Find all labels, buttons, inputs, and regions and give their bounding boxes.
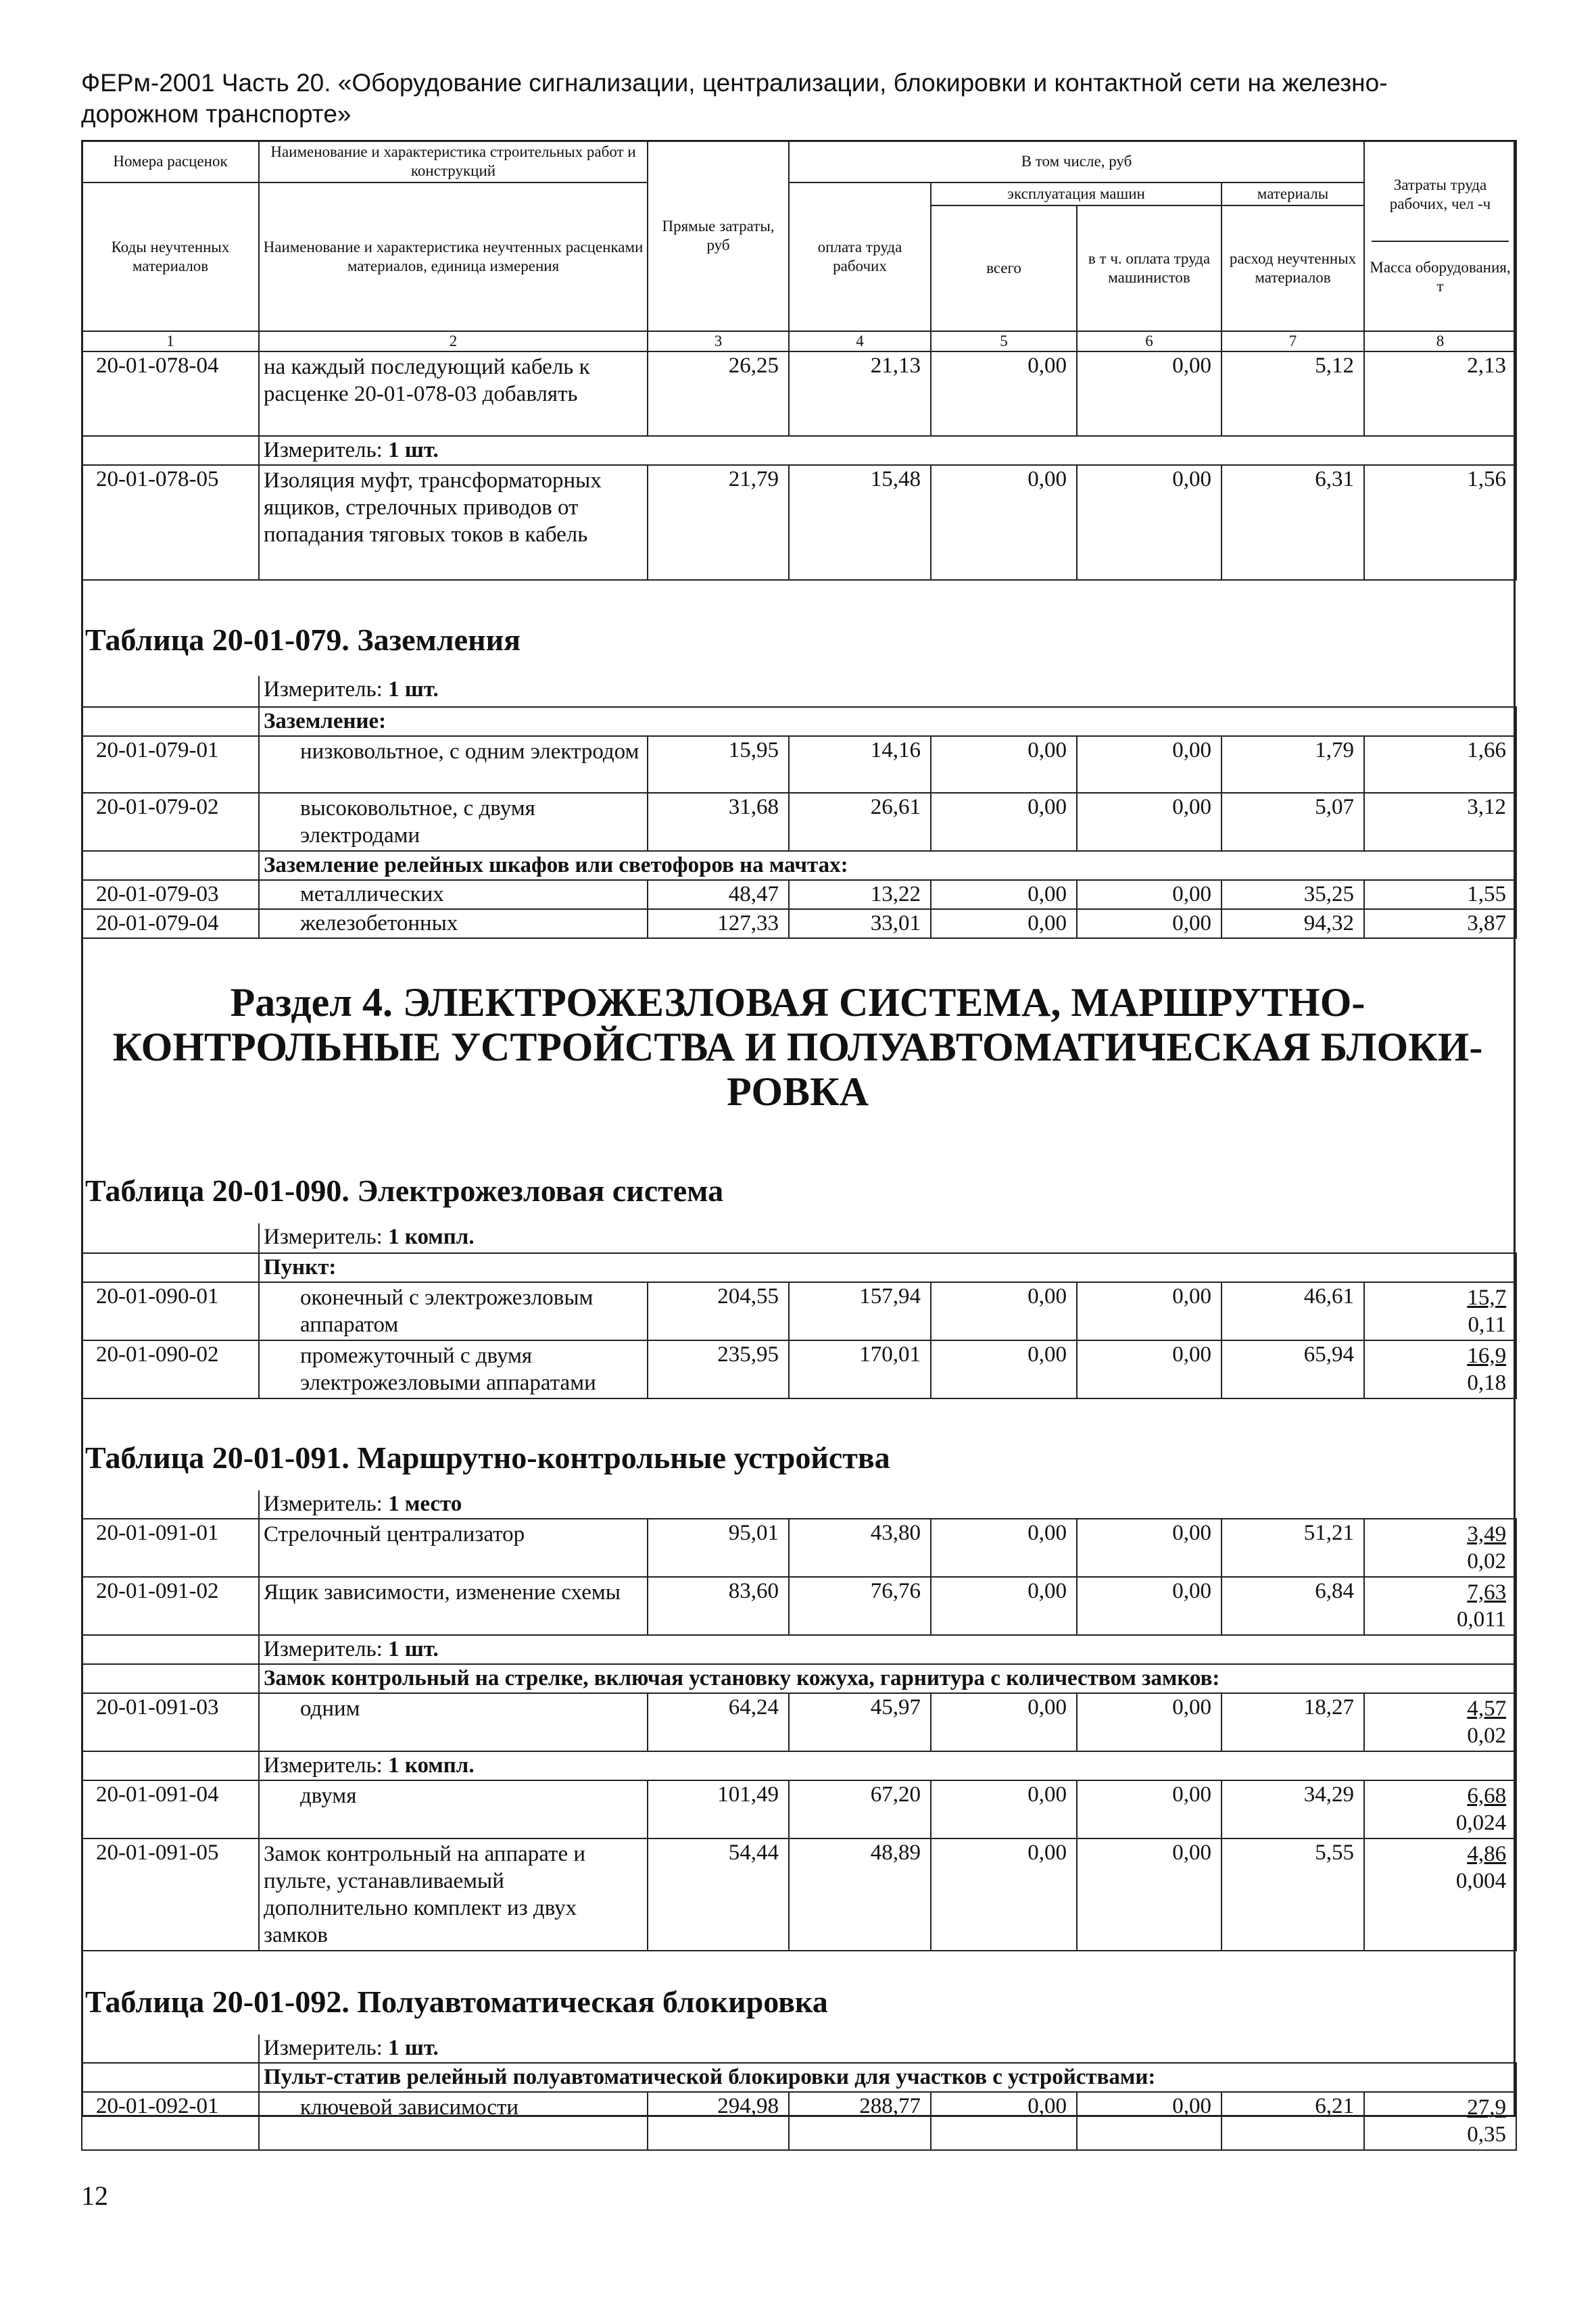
- unit-value: 1 шт.: [388, 2036, 439, 2060]
- table-092: [81, 2034, 1517, 2151]
- rate-name: оконечный с электрожезловым аппаратом: [259, 1282, 648, 1340]
- table-row: [82, 1780, 1516, 1838]
- labor-and-mass: [1364, 2092, 1516, 2150]
- direct-costs: 26,25: [648, 351, 789, 436]
- labor-and-mass: [1364, 1519, 1516, 1577]
- machines-total: 0,00: [931, 1838, 1077, 1951]
- empty-cell: [82, 1490, 259, 1519]
- unit-label: Измеритель:: [264, 438, 383, 462]
- equipment-mass: 0,02: [1467, 1549, 1507, 1574]
- group-heading: Пункт:: [259, 1253, 1516, 1282]
- equipment-mass: 0,11: [1468, 1313, 1507, 1337]
- equipment-mass: 0,35: [1467, 2122, 1507, 2147]
- rate-name: Ящик зависимости, изменение схемы: [259, 1577, 648, 1635]
- direct-costs: 235,95: [648, 1340, 789, 1398]
- rate-code: 20-01-078-04: [82, 351, 259, 436]
- materials: 65,94: [1222, 1340, 1364, 1398]
- empty-cell: [82, 1635, 259, 1664]
- table-row: [82, 736, 1516, 793]
- document-header: [81, 68, 1514, 130]
- materials: 94,32: [1222, 909, 1364, 938]
- machines-total: 0,00: [931, 1780, 1077, 1838]
- empty-cell: [82, 851, 259, 880]
- col-header-including: В том числе, руб: [789, 141, 1364, 182]
- col-header-materials: материалы: [1222, 182, 1364, 205]
- machines-total: 0,00: [931, 1519, 1077, 1577]
- col-header-codes: Коды неучтенных материалов: [82, 182, 259, 331]
- col-header-material-name: Наименование и характеристика неучтенных расценками материалов, единица измерения: [259, 182, 648, 331]
- group-heading: Замок контрольный на стрелке, включая установку кожуха, гарнитура с количеством замков:: [259, 1664, 1516, 1693]
- section-heading-line-3: РОВКА: [727, 1069, 869, 1114]
- materials: 46,61: [1222, 1282, 1364, 1340]
- labor-and-mass: [1364, 1693, 1516, 1751]
- machinists-wages: 0,00: [1077, 1693, 1222, 1751]
- col-header-machines: эксплуатация машин: [931, 182, 1222, 205]
- col-header-mass: Масса оборудования, т: [1370, 259, 1511, 295]
- wages: 157,94: [789, 1282, 931, 1340]
- table-row: [82, 880, 1516, 909]
- empty-cell: [82, 676, 259, 707]
- unit-label: Измеритель:: [264, 1225, 383, 1249]
- wages: 14,16: [789, 736, 931, 793]
- table-090-title: Таблица 20-01-090. Электрожезловая система: [85, 1173, 724, 1208]
- machines-total: 0,00: [931, 1340, 1077, 1398]
- rate-name: ключевой зависимости: [259, 2092, 648, 2150]
- col-number-5: 5: [931, 331, 1077, 351]
- materials: 5,55: [1222, 1838, 1364, 1951]
- direct-costs: 21,79: [648, 465, 789, 580]
- table-row: [82, 1340, 1516, 1398]
- table-row: [82, 351, 1516, 436]
- equipment-mass: 0,011: [1457, 1607, 1507, 1632]
- machines-total: 0,00: [931, 1282, 1077, 1340]
- wages: 288,77: [789, 2092, 931, 2150]
- col-number-4: 4: [789, 331, 931, 351]
- labor-costs: 6,68: [1467, 1784, 1507, 1808]
- machines-total: 0,00: [931, 736, 1077, 793]
- table-row: [82, 465, 1516, 580]
- unit-of-measure: [259, 1490, 1516, 1519]
- rate-name: высоковольтное, с двумя электродами: [259, 793, 648, 851]
- direct-costs: 83,60: [648, 1577, 789, 1635]
- empty-cell: [82, 1751, 259, 1780]
- table-091: [81, 1490, 1517, 1951]
- rate-name: одним: [259, 1693, 648, 1751]
- unit-value: 1 компл.: [388, 1225, 475, 1249]
- unit-of-measure: [259, 2034, 1516, 2063]
- machinists-wages: 0,00: [1077, 1780, 1222, 1838]
- labor-and-mass: [1364, 1577, 1516, 1635]
- labor-costs: 3,12: [1364, 793, 1516, 851]
- unit-of-measure: [259, 436, 1516, 465]
- section-heading-line-2: КОНТРОЛЬНЫЕ УСТРОЙСТВА И ПОЛУАВТОМАТИЧЕСКАЯ БЛОКИ-: [112, 1025, 1483, 1069]
- header-line-2: дорожном транспорте»: [81, 100, 352, 128]
- materials: 6,21: [1222, 2092, 1364, 2150]
- col-header-material-consumption: расход неучтенных материалов: [1222, 205, 1364, 331]
- labor-and-mass: [1364, 1780, 1516, 1838]
- direct-costs: 294,98: [648, 2092, 789, 2150]
- rate-code: 20-01-079-02: [82, 793, 259, 851]
- wages: 15,48: [789, 465, 931, 580]
- machinists-wages: 0,00: [1077, 1340, 1222, 1398]
- header-line-1: ФЕРм-2001 Часть 20. «Оборудование сигнализации, централизации, блокировки и контактной сети на железно-: [81, 69, 1388, 97]
- group-heading: Пульт-статив релейный полуавтоматической блокировки для участков с устройствами:: [259, 2063, 1516, 2092]
- col-header-direct-costs: Прямые затраты, руб: [648, 141, 789, 331]
- col-number-1: 1: [82, 331, 259, 351]
- unit-value: 1 шт.: [388, 1637, 439, 1661]
- direct-costs: 54,44: [648, 1838, 789, 1951]
- rate-name: на каждый последующий кабель к расценке 20-01-078-03 добавлять: [259, 351, 648, 436]
- rate-code: 20-01-090-02: [82, 1340, 259, 1398]
- col-number-2: 2: [259, 331, 648, 351]
- labor-and-mass: [1364, 1838, 1516, 1951]
- rate-name: двумя: [259, 1780, 648, 1838]
- direct-costs: 204,55: [648, 1282, 789, 1340]
- materials: 51,21: [1222, 1519, 1364, 1577]
- table-row: [82, 2092, 1516, 2150]
- unit-label: Измеритель:: [264, 1492, 383, 1516]
- wages: 13,22: [789, 880, 931, 909]
- empty-cell: [82, 1223, 259, 1253]
- equipment-mass: 0,024: [1455, 1811, 1507, 1835]
- col-header-rate-numbers: Номера расценок: [82, 141, 259, 182]
- unit-of-measure: [259, 1223, 1516, 1253]
- machinists-wages: 0,00: [1077, 465, 1222, 580]
- rate-name: низковольтное, с одним электродом: [259, 736, 648, 793]
- col-header-labor: [1364, 141, 1516, 331]
- machinists-wages: 0,00: [1077, 351, 1222, 436]
- rate-code: 20-01-091-02: [82, 1577, 259, 1635]
- machines-total: 0,00: [931, 2092, 1077, 2150]
- unit-value: 1 шт.: [388, 677, 439, 702]
- labor-costs: 16,9: [1467, 1344, 1507, 1368]
- equipment-mass: 0,02: [1467, 1724, 1507, 1748]
- materials: 6,84: [1222, 1577, 1364, 1635]
- wages: 45,97: [789, 1693, 931, 1751]
- table-row: [82, 1282, 1516, 1340]
- empty-cell: [82, 707, 259, 736]
- unit-label: Измеритель:: [264, 2036, 383, 2060]
- rate-name: Изоляция муфт, трансформаторных ящиков, стрелочных приводов от попадания тяговых токов в кабель: [259, 465, 648, 580]
- col-header-machines-total: всего: [931, 205, 1077, 331]
- table-079: [81, 676, 1517, 939]
- labor-costs: 1,66: [1364, 736, 1516, 793]
- rates-table-head: [81, 140, 1517, 581]
- labor-costs: 4,86: [1467, 1842, 1507, 1866]
- wages: 33,01: [789, 909, 931, 938]
- machines-total: 0,00: [931, 351, 1077, 436]
- rate-code: 20-01-079-01: [82, 736, 259, 793]
- section-heading: [95, 980, 1501, 1114]
- direct-costs: 64,24: [648, 1693, 789, 1751]
- machines-total: 0,00: [931, 909, 1077, 938]
- empty-cell: [82, 1664, 259, 1693]
- rate-name: металлических: [259, 880, 648, 909]
- unit-value: 1 компл.: [388, 1753, 475, 1778]
- machinists-wages: 0,00: [1077, 736, 1222, 793]
- machines-total: 0,00: [931, 880, 1077, 909]
- machinists-wages: 0,00: [1077, 1282, 1222, 1340]
- unit-label: Измеритель:: [264, 1753, 383, 1778]
- group-heading: Заземление:: [259, 707, 1516, 736]
- table-row: [82, 793, 1516, 851]
- machinists-wages: 0,00: [1077, 793, 1222, 851]
- labor-costs: 1,56: [1364, 465, 1516, 580]
- unit-of-measure: [259, 1751, 1516, 1780]
- labor-costs: 7,63: [1467, 1580, 1507, 1605]
- materials: 5,07: [1222, 793, 1364, 851]
- unit-label: Измеритель:: [264, 677, 383, 702]
- rate-name: промежуточный с двумя электрожезловыми аппаратами: [259, 1340, 648, 1398]
- col-header-machinists-wages: в т ч. оплата труда машинистов: [1077, 205, 1222, 331]
- labor-costs: 3,49: [1467, 1522, 1507, 1546]
- direct-costs: 15,95: [648, 736, 789, 793]
- table-row: [82, 1838, 1516, 1951]
- unit-label: Измеритель:: [264, 1637, 383, 1661]
- labor-costs: 2,13: [1364, 351, 1516, 436]
- unit-of-measure: [259, 676, 1516, 707]
- labor-and-mass: [1364, 1282, 1516, 1340]
- rate-code: 20-01-091-05: [82, 1838, 259, 1951]
- materials: 6,31: [1222, 465, 1364, 580]
- direct-costs: 101,49: [648, 1780, 789, 1838]
- rate-name: железобетонных: [259, 909, 648, 938]
- materials: 5,12: [1222, 351, 1364, 436]
- col-number-8: 8: [1364, 331, 1516, 351]
- machines-total: 0,00: [931, 1577, 1077, 1635]
- rate-code: 20-01-092-01: [82, 2092, 259, 2150]
- rate-name: Замок контрольный на аппарате и пульте, устанавливаемый дополнительно комплект из двух замков: [259, 1838, 648, 1951]
- wages: 76,76: [789, 1577, 931, 1635]
- table-092-title: Таблица 20-01-092. Полуавтоматическая блокировка: [85, 1984, 828, 2019]
- rate-code: 20-01-079-03: [82, 880, 259, 909]
- machinists-wages: 0,00: [1077, 1838, 1222, 1951]
- table-091-title: Таблица 20-01-091. Маршрутно-контрольные устройства: [85, 1440, 890, 1475]
- wages: 170,01: [789, 1340, 931, 1398]
- rate-code: 20-01-090-01: [82, 1282, 259, 1340]
- group-heading: Заземление релейных шкафов или светофоров на мачтах:: [259, 851, 1516, 880]
- rate-name: Стрелочный централизатор: [259, 1519, 648, 1577]
- wages: 67,20: [789, 1780, 931, 1838]
- col-number-6: 6: [1077, 331, 1222, 351]
- equipment-mass: 0,18: [1467, 1371, 1507, 1395]
- table-row: [82, 1519, 1516, 1577]
- unit-value: 1 место: [388, 1492, 462, 1516]
- labor-costs: 1,55: [1364, 880, 1516, 909]
- materials: 1,79: [1222, 736, 1364, 793]
- col-number-3: 3: [648, 331, 789, 351]
- page-number: 12: [81, 2180, 108, 2211]
- table-079-title: Таблица 20-01-079. Заземления: [85, 623, 521, 657]
- machines-total: 0,00: [931, 1693, 1077, 1751]
- unit-of-measure: [259, 1635, 1516, 1664]
- machinists-wages: 0,00: [1077, 909, 1222, 938]
- labor-and-mass: [1364, 1340, 1516, 1398]
- machines-total: 0,00: [931, 465, 1077, 580]
- materials: 34,29: [1222, 1780, 1364, 1838]
- empty-cell: [82, 1253, 259, 1282]
- labor-costs: 27,9: [1467, 2095, 1507, 2120]
- direct-costs: 95,01: [648, 1519, 789, 1577]
- materials: 35,25: [1222, 880, 1364, 909]
- empty-cell: [82, 2034, 259, 2063]
- direct-costs: 127,33: [648, 909, 789, 938]
- wages: 26,61: [789, 793, 931, 851]
- rate-code: 20-01-091-01: [82, 1519, 259, 1577]
- labor-costs: 15,7: [1467, 1286, 1507, 1310]
- machinists-wages: 0,00: [1077, 1519, 1222, 1577]
- rate-code: 20-01-079-04: [82, 909, 259, 938]
- machinists-wages: 0,00: [1077, 880, 1222, 909]
- wages: 43,80: [789, 1519, 931, 1577]
- wages: 48,89: [789, 1838, 931, 1951]
- table-row: [82, 1693, 1516, 1751]
- table-090: [81, 1223, 1517, 1399]
- table-row: [82, 909, 1516, 938]
- table-row: [82, 1577, 1516, 1635]
- rate-code: 20-01-091-04: [82, 1780, 259, 1838]
- empty-cell: [82, 2063, 259, 2092]
- rate-code: 20-01-078-05: [82, 465, 259, 580]
- materials: 18,27: [1222, 1693, 1364, 1751]
- empty-cell: [82, 436, 259, 465]
- unit-value: 1 шт.: [388, 438, 439, 462]
- machinists-wages: 0,00: [1077, 1577, 1222, 1635]
- section-heading-line-1: Раздел 4. ЭЛЕКТРОЖЕЗЛОВАЯ СИСТЕМА, МАРШРУТНО-: [230, 980, 1365, 1025]
- col-number-7: 7: [1222, 331, 1364, 351]
- rate-code: 20-01-091-03: [82, 1693, 259, 1751]
- machinists-wages: 0,00: [1077, 2092, 1222, 2150]
- col-header-labor-top: Затраты труда рабочих, чел -ч: [1372, 172, 1509, 242]
- equipment-mass: 0,004: [1455, 1869, 1507, 1893]
- labor-costs: 3,87: [1364, 909, 1516, 938]
- direct-costs: 48,47: [648, 880, 789, 909]
- col-header-work-name: Наименование и характеристика строительных работ и конструкций: [259, 141, 648, 182]
- wages: 21,13: [789, 351, 931, 436]
- machines-total: 0,00: [931, 793, 1077, 851]
- col-header-wages: оплата труда рабочих: [789, 182, 931, 331]
- direct-costs: 31,68: [648, 793, 789, 851]
- labor-costs: 4,57: [1467, 1697, 1507, 1721]
